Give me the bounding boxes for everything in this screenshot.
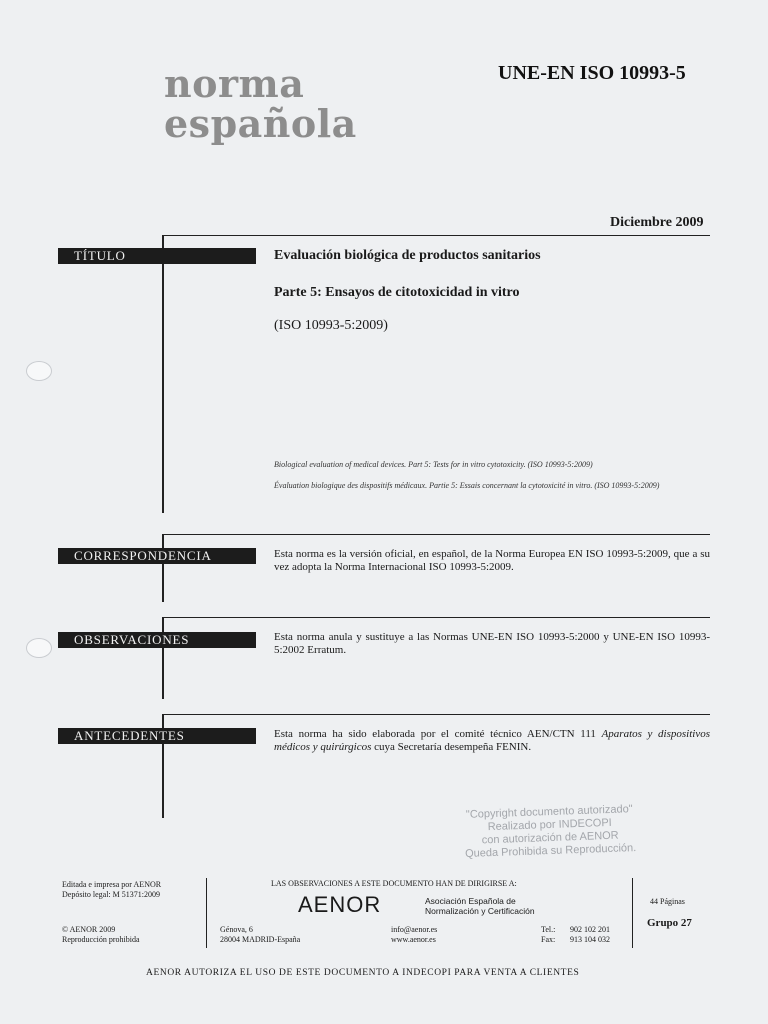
punch-hole [26, 361, 52, 381]
vertical-rule [162, 235, 164, 513]
footer-tel-label: Tel.: [541, 925, 556, 934]
observaciones-text: Esta norma anula y sustituye a las Normas UNE-EN ISO 10993-5:2000 y UNE-EN ISO 10993-5:2002 Erratum. [274, 631, 710, 656]
punch-hole [26, 638, 52, 658]
aenor-assoc-line1: Asociación Española de [425, 896, 516, 906]
brand-espanola: española [164, 101, 357, 146]
antecedentes-text-a: Esta norma ha sido elaborada por el comité técnico AEN/CTN 111 [274, 728, 602, 740]
footer-fax: 913 104 032 [570, 935, 610, 944]
doc-part: Parte 5: Ensayos de citotoxicidad in vitro [274, 285, 520, 300]
divider-line [162, 617, 710, 618]
footer-pages: 44 Páginas [650, 897, 685, 906]
footer-divider [632, 878, 633, 948]
antecedentes-text-b: cuya Secretaría desempeña FENIN. [371, 741, 532, 753]
footer-address-line1: Génova, 6 [220, 925, 253, 934]
standard-code: UNE-EN ISO 10993-5 [498, 62, 686, 84]
divider-line [162, 534, 710, 535]
footer-divider [206, 878, 207, 948]
footer-deposit: Depósito legal: M 51371:2009 [62, 890, 160, 899]
label-titulo: TÍTULO [58, 248, 256, 264]
footer-bottom-notice: AENOR AUTORIZA EL USO DE ESTE DOCUMENTO A INDECOPI PARA VENTA A CLIENTES [146, 968, 580, 978]
english-title: Biological evaluation of medical devices. Part 5: Tests for in vitro cytotoxicity. (ISO 10993-5:2009) [274, 460, 593, 469]
footer-copyright: © AENOR 2009 [62, 925, 116, 934]
publication-date: Diciembre 2009 [610, 215, 704, 230]
footer-address-line2: 28004 MADRID-España [220, 935, 301, 944]
footer-observations-header: LAS OBSERVACIONES A ESTE DOCUMENTO HAN DE DIRIGIRSE A: [271, 879, 517, 888]
brand-norma: norma [164, 61, 305, 106]
doc-title: Evaluación biológica de productos sanitarios [274, 248, 541, 263]
footer-email: info@aenor.es [391, 925, 438, 934]
copyright-stamp [419, 801, 681, 862]
aenor-assoc-line2: Normalización y Certificación [425, 906, 535, 916]
doc-iso: (ISO 10993-5:2009) [274, 318, 388, 333]
label-antecedentes: ANTECEDENTES [58, 728, 256, 744]
stamp-line: Queda Prohibida su Reproducción. [464, 842, 637, 860]
footer-fax-label: Fax: [541, 935, 556, 944]
stamp-line: "Copyright documento autorizado" [465, 803, 633, 821]
label-correspondencia: CORRESPONDENCIA [58, 548, 256, 564]
vertical-rule [162, 617, 164, 699]
footer-group: Grupo 27 [647, 917, 692, 929]
divider-line [162, 235, 710, 236]
antecedentes-text [274, 728, 710, 754]
correspondencia-text: Esta norma es la versión oficial, en español, de la Norma Europea EN ISO 10993-5:2009, que a su vez adopta la Norma Internacional ISO 10993-5:2009. [274, 548, 710, 573]
footer-tel: 902 102 201 [570, 925, 610, 934]
aenor-logo: AENOR [298, 892, 382, 917]
vertical-rule [162, 534, 164, 602]
stamp-line: con autorización de AENOR [481, 829, 619, 847]
antecedentes-committee: Aparatos y dispositivos médicos y quirúrgicos [274, 728, 711, 753]
footer-web: www.aenor.es [391, 935, 436, 944]
label-observaciones: OBSERVACIONES [58, 632, 256, 648]
divider-line [162, 714, 710, 715]
footer-reproduction: Reproducción prohibida [62, 935, 140, 944]
footer-edited: Editada e impresa por AENOR [62, 880, 162, 889]
french-title: Évaluation biologique des dispositifs médicaux. Partie 5: Essais concernant la cytotoxicité in vitro. (ISO 10993-5:2009) [274, 481, 660, 490]
stamp-line: Realizado por INDECOPI [487, 816, 612, 834]
